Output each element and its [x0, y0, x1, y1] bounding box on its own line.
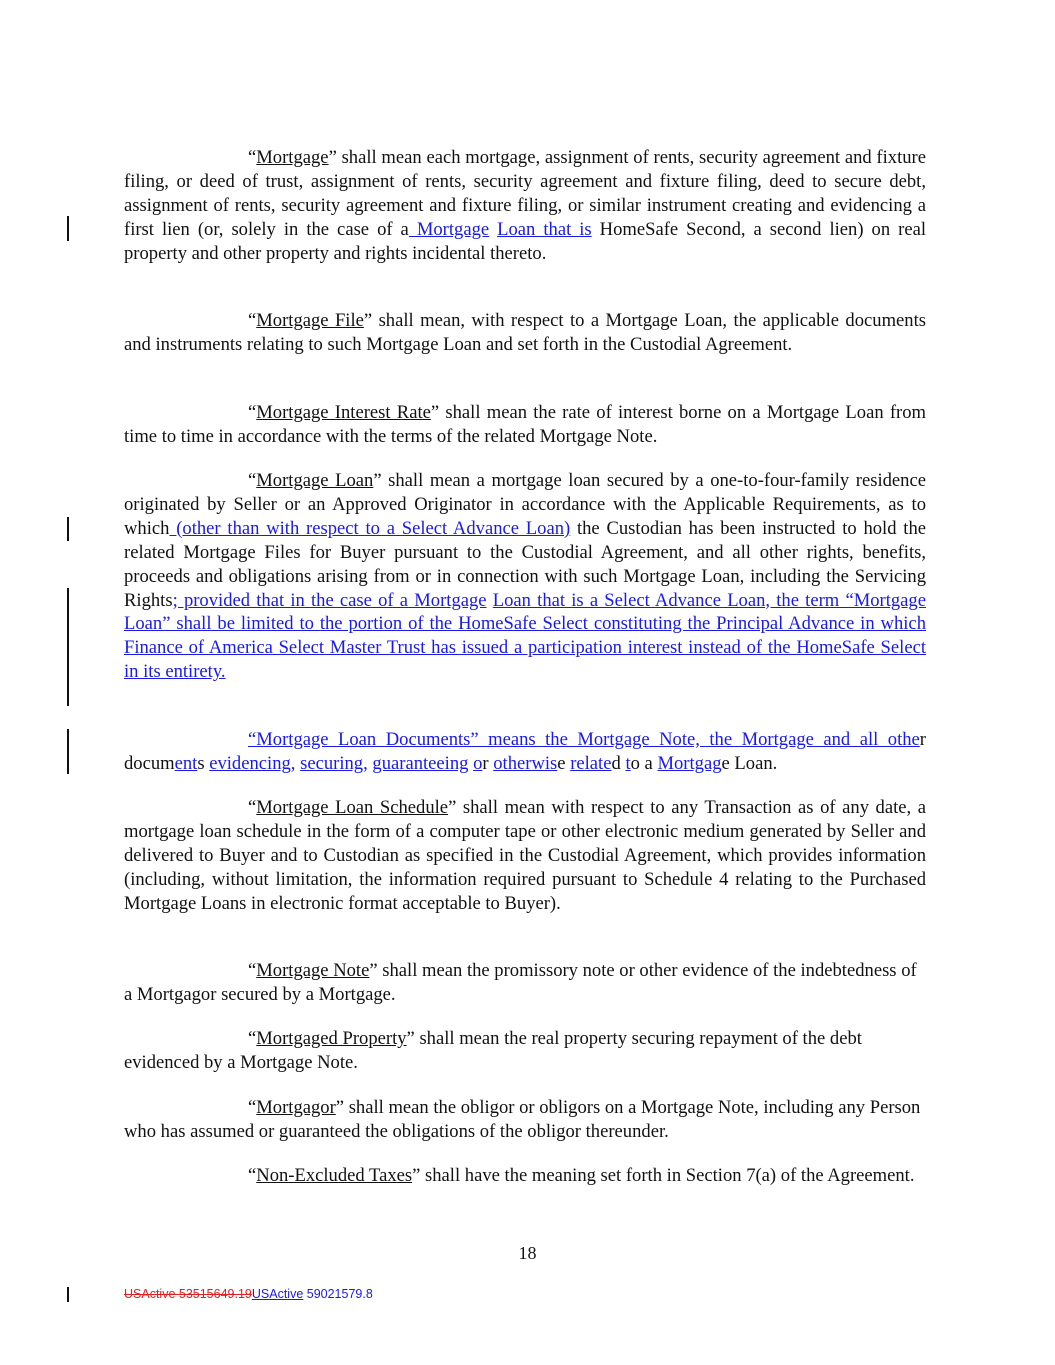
- inserted-text: ; provided that in the case of a Mortgage: [172, 589, 487, 611]
- defined-term: Non-Excluded Taxes: [256, 1165, 413, 1186]
- defined-term: Mortgage: [256, 147, 329, 168]
- definition-mortgage-note: “Mortgage Note” shall mean the promissory note or other evidence of the indebtedness of a Mortgagor secured by a Mortgage.: [124, 960, 917, 1005]
- doc-id-number: 59021579.8: [303, 1287, 373, 1301]
- defined-term: Mortgaged Property: [256, 1028, 407, 1049]
- change-bar: [67, 517, 69, 541]
- document-footer-id: [124, 1287, 373, 1301]
- definition-mortgage-loan-schedule: “Mortgage Loan Schedule” shall mean with respect to any Transaction as of any date, a mortgage loan schedule in the form of a computer tape or other electronic medium generated by Seller and delivered to Buyer and to Custodian as specified in the Custodial Agreement, which provides information (including, without limitation, the information required pursuant to Schedule 4 relating to the Purchased Mortgage Loans in electronic format acceptable to Buyer).: [124, 797, 927, 914]
- change-bar: [67, 216, 69, 241]
- defined-term: Mortgage Loan Schedule: [256, 797, 449, 818]
- defined-term: Mortgage File: [256, 310, 364, 331]
- inserted-doc-id: USActive: [251, 1287, 304, 1301]
- inserted-text: Loan that is a Select Advance Loan, the term “Mortgage Loan” shall be limited to the portion of the HomeSafe Select constituting the Principal Advance in which Finance of America Select Master Trust has issued a participation interest instead of the HomeSafe Select in its entirety.: [124, 589, 926, 683]
- defined-term: Mortgage Interest Rate: [256, 402, 431, 423]
- definition-mortgage-file: “Mortgage File” shall mean, with respect to a Mortgage Loan, the applicable documents and instruments relating to such Mortgage Loan and set forth in the Custodial Agreement.: [124, 310, 926, 355]
- inserted-text: Mortgage: [408, 218, 490, 240]
- defined-term: Mortgage Note: [256, 960, 370, 981]
- definition-mortgage-interest-rate: “Mortgage Interest Rate” shall mean the rate of interest borne on a Mortgage Loan from time to time in accordance with the terms of the related Mortgage Note.: [124, 402, 927, 447]
- definition-mortgage-loan-documents: “Mortgage Loan Documents” means the Mortgage Note, the Mortgage and all other documents evidencing, securing, guaranteeing or otherwise related to a Mortgage Loan.: [124, 729, 926, 774]
- page-number: 18: [518, 1243, 537, 1263]
- defined-term: Mortgage Loan: [256, 470, 374, 491]
- defined-term: Mortgagor: [256, 1097, 336, 1118]
- definition-mortgaged-property: “Mortgaged Property” shall mean the real property securing repayment of the debt evidenced by a Mortgage Note.: [124, 1028, 862, 1073]
- inserted-text: (other than with respect to a Select Advance Loan): [169, 517, 571, 539]
- change-bar: [67, 588, 69, 706]
- definition-non-excluded-taxes: “Non-Excluded Taxes” shall have the meaning set forth in Section 7(a) of the Agreement.: [248, 1165, 915, 1186]
- definition-mortgage: “Mortgage” shall mean each mortgage, assignment of rents, security agreement and fixture filing, or deed of trust, assignment of rents, security agreement and fixture filing, deed to secure debt, assignment of rents, security agreement and fixture filing, or similar instrument creating and evidencing a first lien (or, solely in the case of a Mortgage Loan that is HomeSafe Second, a second lien) on real property and other property and rights incidental thereto.: [124, 147, 926, 264]
- change-bar: [67, 1287, 69, 1302]
- definition-mortgagor: “Mortgagor” shall mean the obligor or obligors on a Mortgage Note, including any Person who has assumed or guaranteed the obligations of the obligor thereunder.: [124, 1097, 921, 1142]
- definition-mortgage-loan: “Mortgage Loan” shall mean a mortgage loan secured by a one-to-four-family residence originated by Seller or an Approved Originator in accordance with the Applicable Requirements, as to which (other than with respect to a Select Advance Loan) the Custodian has been instructed to hold the related Mortgage Files for Buyer pursuant to the Custodial Agreement, and all other rights, benefits, proceeds and obligations arising from or in connection with such Mortgage Loan, including the Servicing Rights; provided that in the case of a Mortgage Loan that is a Select Advance Loan, the term “Mortgage Loan” shall be limited to the portion of the HomeSafe Select constituting the Principal Advance in which Finance of America Select Master Trust has issued a participation interest instead of the HomeSafe Select in its entirety.: [124, 470, 926, 683]
- change-bar: [67, 729, 69, 774]
- deleted-doc-id: USActive 53515649.19: [124, 1287, 252, 1301]
- inserted-text: Loan that is: [497, 218, 592, 240]
- inserted-text: “Mortgage Loan Documents” means the Mortgage Note, the Mortgage and all othe: [248, 729, 920, 750]
